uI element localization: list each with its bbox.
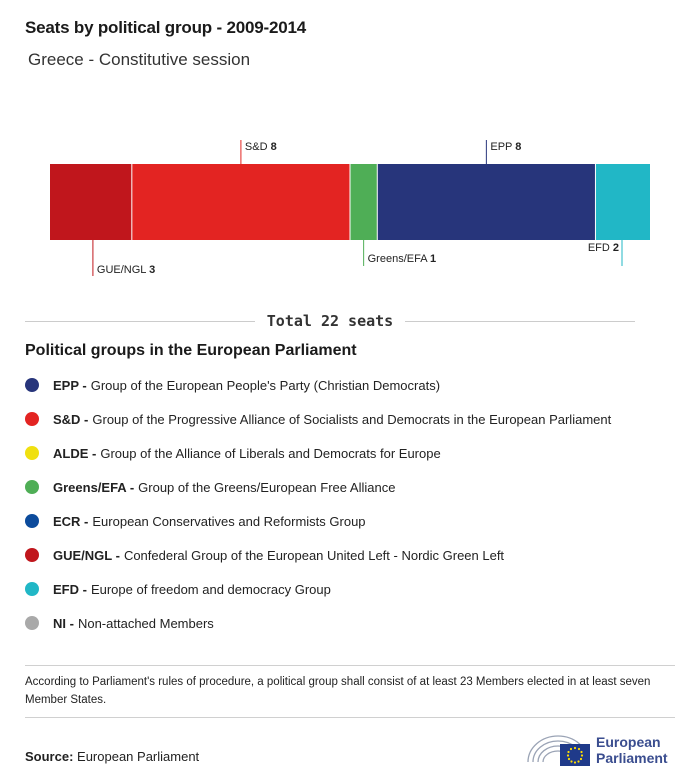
legend-item — [25, 402, 611, 436]
data-label-efd: EFD 2 — [587, 242, 619, 254]
logo-line-2: Parliament — [596, 750, 668, 766]
legend-item — [25, 606, 611, 640]
legend-abbr: S&D - — [53, 411, 89, 427]
logo-line-1: European — [596, 734, 661, 750]
seats-bar-chart — [0, 120, 700, 290]
legend-title: Political groups in the European Parliament — [25, 342, 357, 359]
divider-top — [25, 665, 675, 666]
data-label-epp: EPP 8 — [490, 141, 522, 153]
legend-item — [25, 470, 611, 504]
legend-abbr: GUE/NGL - — [53, 547, 120, 563]
legend-abbr: EFD - — [53, 581, 87, 597]
legend-abbr: ALDE - — [53, 445, 97, 461]
legend-item — [25, 368, 611, 402]
legend-abbr: Greens/EFA - — [53, 479, 135, 495]
parliament-hemicycle-icon — [526, 728, 592, 768]
data-label-gue-ngl: GUE/NGL 3 — [96, 264, 156, 276]
chart-subtitle: Greece - Constitutive session — [28, 50, 251, 69]
legend-item — [25, 436, 611, 470]
legend-item — [25, 538, 611, 572]
european-parliament-logo — [526, 728, 676, 768]
divider-bottom — [25, 717, 675, 718]
legend-name: Group of the European People's Party (Christian Democrats) — [90, 377, 441, 393]
data-label-greens-efa: Greens/EFA 1 — [367, 253, 437, 265]
legend-color-dot — [25, 378, 39, 392]
legend-name: Group of the Alliance of Liberals and Democrats for Europe — [100, 445, 441, 461]
legend-name: Group of the Progressive Alliance of Socialists and Democrats in the European Parliament — [92, 411, 612, 427]
legend-name: Group of the Greens/European Free Alliance — [138, 479, 396, 495]
bar-segment-efd — [595, 164, 650, 240]
legend-color-dot — [25, 616, 39, 630]
legend-item — [25, 504, 611, 538]
legend-color-dot — [25, 548, 39, 562]
source-value: European Parliament — [77, 749, 200, 764]
legend-name: European Conservatives and Reformists Group — [92, 513, 366, 529]
legend-name: Confederal Group of the European United Left - Nordic Green Left — [123, 547, 505, 563]
bar-segment-s-d — [132, 164, 350, 240]
bar-segment-epp — [377, 164, 595, 240]
legend-abbr: NI - — [53, 615, 74, 631]
legend-item — [25, 572, 611, 606]
legend-abbr: EPP - — [53, 377, 87, 393]
total-label: Total 22 seats — [255, 312, 405, 330]
legend-name: Non-attached Members — [77, 615, 214, 631]
total-seats — [25, 310, 635, 334]
source-label: Source: — [25, 749, 74, 764]
legend-list — [25, 368, 611, 640]
legend-abbr: ECR - — [53, 513, 89, 529]
legend-color-dot — [25, 480, 39, 494]
chart-title: Seats by political group - 2009-2014 — [25, 18, 306, 37]
legend-color-dot — [25, 446, 39, 460]
bar-segment-greens-efa — [350, 164, 377, 240]
legend-color-dot — [25, 582, 39, 596]
legend-name: Europe of freedom and democracy Group — [90, 581, 331, 597]
legend-color-dot — [25, 412, 39, 426]
source-line — [25, 749, 199, 764]
rules-note: According to Parliament's rules of procedure, a political group shall consist of at least 23 Members elected in at least seven Member States. — [25, 676, 651, 706]
legend-color-dot — [25, 514, 39, 528]
data-label-s-d: S&D 8 — [244, 141, 277, 153]
bar-segment-gue-ngl — [50, 164, 132, 240]
